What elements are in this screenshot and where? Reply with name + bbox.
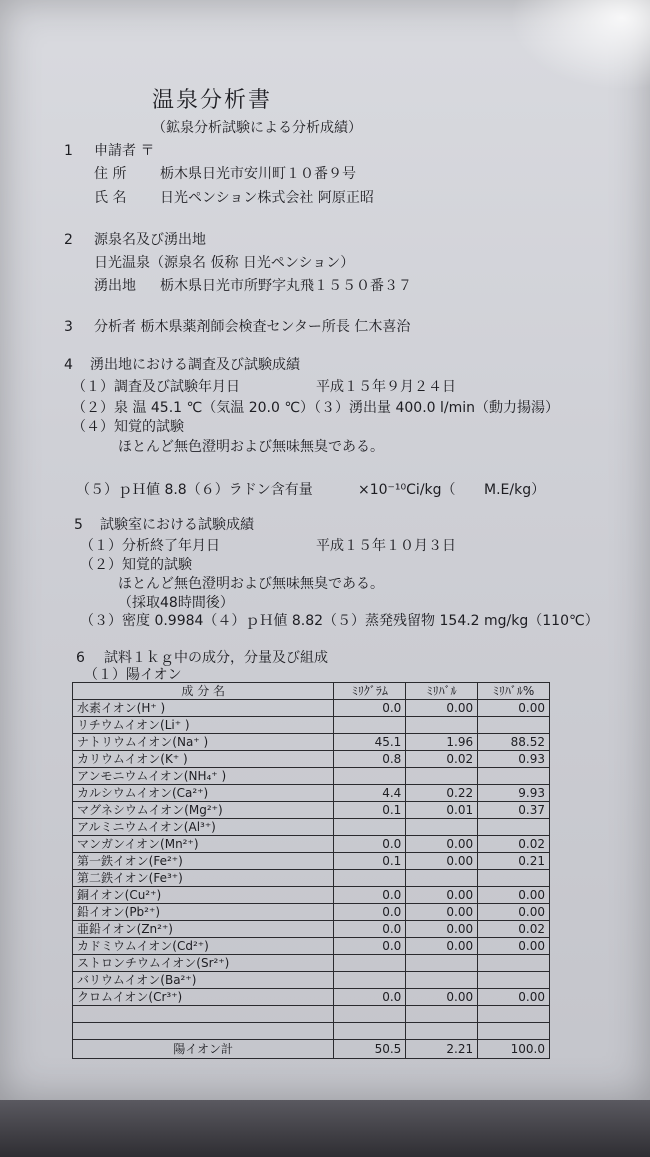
table-row: [73, 989, 550, 1006]
millival-value: 0.01: [406, 802, 478, 819]
millival-value: 0.00: [406, 836, 478, 853]
table-row: [73, 768, 550, 785]
millival-value: [406, 955, 478, 972]
millival-percent: 0.02: [478, 836, 550, 853]
milligram-value: 0.0: [334, 938, 406, 955]
milligram-value: 0.0: [334, 921, 406, 938]
sensory-test-label: （４）知覚的試験: [72, 419, 184, 435]
radon-unit: ×10⁻¹⁰Ci/kg（: [358, 482, 456, 498]
name-value: 日光ペンション株式会社 阿原正昭: [160, 190, 374, 206]
ion-name: カルシウムイオン(Ca²⁺): [73, 785, 334, 802]
millival-value: [406, 819, 478, 836]
table-row: [73, 870, 550, 887]
ion-name: 銅イオン(Cu²⁺): [73, 887, 334, 904]
ion-name: ストロンチウムイオン(Sr²⁺): [73, 955, 334, 972]
address-value: 栃木県日光市安川町１０番９号: [160, 166, 356, 182]
millival-percent: [478, 768, 550, 785]
total-milligram: 50.5: [334, 1040, 406, 1059]
total-row: [73, 1040, 550, 1059]
milligram-value: 0.0: [334, 836, 406, 853]
table-row: [73, 836, 550, 853]
location-label: 湧出地: [94, 278, 136, 294]
address-label: 住 所: [94, 166, 127, 182]
milligram-value: [334, 1006, 406, 1023]
milligram-value: [334, 768, 406, 785]
milligram-value: [334, 972, 406, 989]
milligram-value: 0.1: [334, 853, 406, 870]
millival-value: 0.02: [406, 751, 478, 768]
milligram-value: [334, 717, 406, 734]
temperature-flow-line: （２）泉 温 45.1 ℃（気温 20.0 ℃）（３）湧出量 400.0 l/min（動力揚湯）: [72, 400, 560, 416]
section-1-heading: 申請者 〒: [94, 143, 155, 159]
analyst-line: 分析者 栃木県薬剤師会検査センター所長 仁木喜治: [94, 319, 411, 335]
section-5-number: 5: [74, 517, 83, 533]
location-value: 栃木県日光市所野字丸飛１５５０番３７: [160, 278, 412, 294]
millival-value: 0.00: [406, 904, 478, 921]
header-millival: ﾐﾘﾊﾞﾙ: [406, 683, 478, 700]
millival-percent: 0.00: [478, 989, 550, 1006]
table-row: [73, 921, 550, 938]
ion-name: 第一鉄イオン(Fe²⁺): [73, 853, 334, 870]
table-row: [73, 938, 550, 955]
ion-name: カリウムイオン(K⁺ ): [73, 751, 334, 768]
survey-date-label: （１）調査及び試験年月日: [72, 379, 240, 395]
ion-name: マンガンイオン(Mn²⁺): [73, 836, 334, 853]
total-label: 陽イオン計: [73, 1040, 334, 1059]
ion-name: 鉛イオン(Pb²⁺): [73, 904, 334, 921]
ion-name: バリウムイオン(Ba²⁺): [73, 972, 334, 989]
table-body: [73, 700, 550, 1040]
millival-value: [406, 717, 478, 734]
section-3-number: 3: [64, 319, 73, 335]
millival-percent: [478, 972, 550, 989]
millival-value: 0.22: [406, 785, 478, 802]
section-6-number: 6: [76, 650, 85, 666]
table-row: [73, 904, 550, 921]
millival-value: 0.00: [406, 938, 478, 955]
millival-value: [406, 1006, 478, 1023]
ion-name: 水素イオン(H⁺ ): [73, 700, 334, 717]
background-shadow: [0, 1100, 650, 1157]
millival-value: [406, 870, 478, 887]
millival-value: 0.00: [406, 887, 478, 904]
millival-value: [406, 1023, 478, 1040]
millival-percent: 0.21: [478, 853, 550, 870]
milligram-value: 4.4: [334, 785, 406, 802]
header-component: 成 分 名: [73, 683, 334, 700]
milligram-value: 0.0: [334, 887, 406, 904]
millival-percent: [478, 1006, 550, 1023]
header-millival-percent: ﾐﾘﾊﾞﾙ%: [478, 683, 550, 700]
millival-percent: 0.00: [478, 904, 550, 921]
milligram-value: [334, 1023, 406, 1040]
millival-percent: [478, 955, 550, 972]
table-row: [73, 955, 550, 972]
millival-value: [406, 972, 478, 989]
ion-name: 亜鉛イオン(Zn²⁺): [73, 921, 334, 938]
millival-percent: 0.37: [478, 802, 550, 819]
table-row: [73, 785, 550, 802]
lab-sensory-result: ほとんど無色澄明および無味無臭である。: [118, 576, 384, 592]
density-ph-residue-line: （３）密度 0.9984（４）ｐＨ値 8.82（５）蒸発残留物 154.2 mg/kg（110℃）: [80, 613, 599, 629]
sensory-test-result: ほとんど無色澄明および無味無臭である。: [118, 439, 384, 455]
document-title: 温泉分析書: [152, 88, 273, 113]
table-row: [73, 802, 550, 819]
millival-value: 0.00: [406, 989, 478, 1006]
milligram-value: 0.0: [334, 700, 406, 717]
millival-value: [406, 768, 478, 785]
millival-percent: 0.02: [478, 921, 550, 938]
section-2-heading: 源泉名及び湧出地: [94, 232, 206, 248]
ion-name: リチウムイオン(Li⁺ ): [73, 717, 334, 734]
header-milligram: ﾐﾘｸﾞﾗﾑ: [334, 683, 406, 700]
milligram-value: [334, 870, 406, 887]
millival-percent: 88.52: [478, 734, 550, 751]
milligram-value: 0.0: [334, 989, 406, 1006]
ion-name: クロムイオン(Cr³⁺): [73, 989, 334, 1006]
total-millival: 2.21: [406, 1040, 478, 1059]
table-row: [73, 734, 550, 751]
section-5-heading: 試験室における試験成績: [100, 517, 254, 533]
cation-table: [72, 682, 550, 1059]
millival-percent: [478, 1023, 550, 1040]
light-glare: [510, 0, 650, 90]
ion-name: アルミニウムイオン(Al³⁺): [73, 819, 334, 836]
ion-name: 第二鉄イオン(Fe³⁺): [73, 870, 334, 887]
table-row: [73, 751, 550, 768]
millival-percent: 9.93: [478, 785, 550, 802]
ion-name: マグネシウムイオン(Mg²⁺): [73, 802, 334, 819]
sampling-note: （採取48時間後）: [118, 595, 234, 611]
name-label: 氏 名: [94, 190, 127, 206]
ion-name: カドミウムイオン(Cd²⁺): [73, 938, 334, 955]
table-row: [73, 1006, 550, 1023]
millival-value: 0.00: [406, 921, 478, 938]
ion-name: [73, 1023, 334, 1040]
section-2-number: 2: [64, 232, 73, 248]
table-row: [73, 853, 550, 870]
section-1-number: 1: [64, 143, 73, 159]
survey-date-value: 平成１５年９月２４日: [316, 379, 456, 395]
millival-percent: [478, 819, 550, 836]
milligram-value: 0.1: [334, 802, 406, 819]
millival-percent: 0.93: [478, 751, 550, 768]
milligram-value: [334, 819, 406, 836]
section-4-heading: 湧出地における調査及び試験成績: [90, 357, 300, 373]
millival-percent: 0.00: [478, 887, 550, 904]
millival-percent: 0.00: [478, 700, 550, 717]
millival-value: 1.96: [406, 734, 478, 751]
milligram-value: 45.1: [334, 734, 406, 751]
table-header-row: [73, 683, 550, 700]
ion-name: ナトリウムイオン(Na⁺ ): [73, 734, 334, 751]
ion-name: [73, 1006, 334, 1023]
spring-name: 日光温泉（源泉名 仮称 日光ペンション）: [94, 255, 355, 271]
total-millival-percent: 100.0: [478, 1040, 550, 1059]
lab-date-value: 平成１５年１０月３日: [316, 538, 456, 554]
millival-value: 0.00: [406, 700, 478, 717]
millival-percent: [478, 717, 550, 734]
table-row: [73, 717, 550, 734]
cation-subheading: （１）陽イオン: [84, 667, 182, 683]
section-4-number: 4: [64, 357, 73, 373]
table-row: [73, 700, 550, 717]
millival-value: 0.00: [406, 853, 478, 870]
ion-name: アンモニウムイオン(NH₄⁺ ): [73, 768, 334, 785]
lab-date-label: （１）分析終了年月日: [80, 538, 220, 554]
lab-sensory-label: （２）知覚的試験: [80, 557, 192, 573]
milligram-value: 0.0: [334, 904, 406, 921]
table-row: [73, 1023, 550, 1040]
table-row: [73, 887, 550, 904]
table-row: [73, 972, 550, 989]
radon-unit-me: M.E/kg）: [484, 482, 546, 498]
document-subtitle: （鉱泉分析試験による分析成績）: [152, 120, 362, 136]
milligram-value: 0.8: [334, 751, 406, 768]
millival-percent: [478, 870, 550, 887]
section-6-heading: 試料１ｋｇ中の成分，分量及び組成: [104, 650, 328, 666]
ph-radon-line: （５）ｐＨ値 8.8（６）ラドン含有量: [76, 482, 313, 498]
table-row: [73, 819, 550, 836]
milligram-value: [334, 955, 406, 972]
millival-percent: 0.00: [478, 938, 550, 955]
